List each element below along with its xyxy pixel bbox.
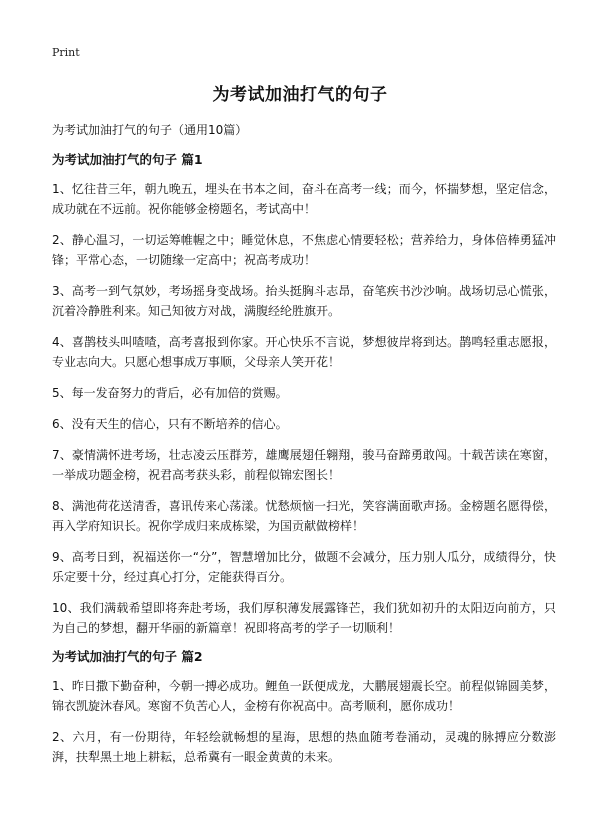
paragraph: 3、高考一到气氛妙，考场摇身变战场。抬头挺胸斗志昂，奋笔疾书沙沙响。战场切忌心慌张，沉着冷静胜利来。知己知彼方对战，满腹经纶胜旗开。 (52, 284, 556, 318)
paragraph: 5、每一发奋努力的背后，必有加倍的赏赐。 (52, 386, 288, 400)
document-subtitle: 为考试加油打气的句子（通用10篇） (52, 123, 248, 137)
section-2 (52, 649, 556, 767)
paragraph: 2、六月，有一份期待，年轻绘就畅想的星海，思想的热血随考卷涌动，灵魂的脉搏应分数澎湃，扶犁黑土地上耕耘，总希冀有一眼金黄黄的未来。 (52, 730, 556, 764)
section-heading: 为考试加油打气的句子 篇2 (52, 649, 203, 664)
paragraph: 1、忆往昔三年，朝九晚五，埋头在书本之间，奋斗在高考一线；而今，怀揣梦想，坚定信念，成功就在不远前。祝你能够金榜题名，考试高中！ (52, 182, 556, 216)
paragraph: 6、没有天生的信心，只有不断培养的信心。 (52, 417, 288, 431)
paragraph: 8、满池荷花送清香，喜讯传来心荡漾。忧愁烦恼一扫光，笑容满面歌声扬。金榜题名愿得偿，再入学府知识长。祝你学成归来成栋梁，为国贡献做榜样！ (52, 499, 556, 533)
paragraph: 1、昨日撒下勤奋种，今朝一搏必成功。鲤鱼一跃便成龙，大鹏展翅震长空。前程似锦圆美梦，锦衣凯旋沐春风。寒窗不负苦心人，金榜有你祝高中。高考顺利，愿你成功！ (52, 679, 556, 713)
paragraph: 2、静心温习，一切运筹帷幄之中；睡觉休息，不焦虑心情要轻松；营养给力，身体倍棒勇猛冲锋；平常心态，一切随缘一定高中；祝高考成功！ (52, 233, 556, 267)
section-1 (52, 152, 556, 638)
document-content (52, 152, 556, 778)
paragraph: 10、我们满载希望即将奔赴考场，我们厚积薄发展露锋芒，我们犹如初升的太阳迈向前方，只为自己的梦想，翻开华丽的新篇章！祝即将高考的学子一切顺利！ (52, 601, 556, 635)
paragraph: 9、高考日到，祝福送你一“分”，智慧增加比分，做题不会减分，压力别人瓜分，成绩得分，快乐定要十分，经过真心打分，定能获得百分。 (52, 550, 556, 584)
paragraph: 4、喜鹊枝头叫喳喳，高考喜报到你家。开心快乐不言说，梦想彼岸将到达。鹊鸣轻重志愿报，专业志向大。只愿心想事成万事顺，父母亲人笑开花！ (52, 335, 556, 369)
print-link[interactable]: Print (52, 46, 80, 59)
page-title: 为考试加油打气的句子 (212, 85, 388, 105)
section-heading: 为考试加油打气的句子 篇1 (52, 152, 203, 167)
paragraph: 7、豪情满怀进考场，壮志凌云压群芳，雄鹰展翅任翱翔，骏马奋蹄勇敢闯。十载苦读在寒窗，一举成功题金榜，祝君高考获头彩，前程似锦宏图长！ (52, 448, 556, 482)
